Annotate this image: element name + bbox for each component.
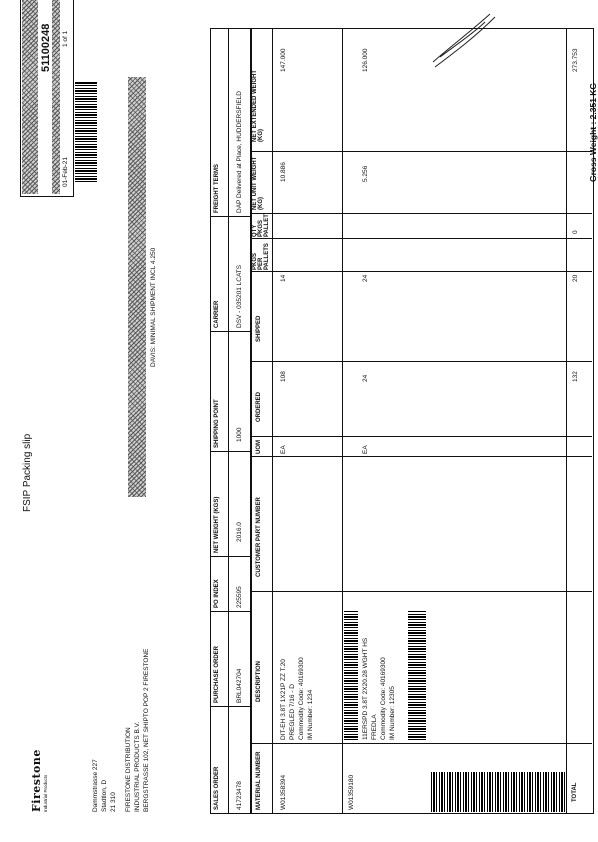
bill-to-line-1: FIRESTONE DISTRIBUTION bbox=[125, 727, 132, 812]
hdr-freight-terms: FREIGHT TERMS bbox=[214, 164, 220, 213]
line-2-desc-3: Commodity Code: 40169300 bbox=[380, 657, 387, 740]
hdr-pkgs-pallets: PKGS PER PALLETS bbox=[252, 243, 270, 270]
bill-to-noise bbox=[128, 77, 146, 497]
doc-barcode bbox=[75, 82, 97, 182]
line-1-uom: EA bbox=[280, 445, 287, 454]
hdr-shipping-point: SHIPPING POINT bbox=[214, 399, 220, 448]
ship-from-line-2: Stadtlon, D bbox=[101, 779, 108, 812]
val-purchase-order: BRL042704 bbox=[236, 668, 243, 703]
ship-from-line-1: Dammstrasse 227 bbox=[92, 759, 99, 812]
bill-to-line-3: BERGSTRASSE 102, NET SHIPTO POP 2 FIRESTONE bbox=[143, 648, 150, 812]
hdr-purchase-order: PURCHASE ORDER bbox=[214, 645, 220, 703]
doc-page: 1 of 1 bbox=[62, 30, 69, 47]
brand-logo: Firestone bbox=[30, 749, 43, 812]
val-net-weight: 2016.0 bbox=[236, 522, 243, 542]
line-2-ordered: 24 bbox=[362, 374, 369, 382]
val-freight-terms: DAP Delivered at Place, HUDDERSFIELD bbox=[236, 91, 243, 213]
line-1-net-extended-weight: 147.000 bbox=[280, 48, 287, 72]
totals-ordered: 132 bbox=[572, 371, 579, 382]
line-2-barcode bbox=[344, 610, 358, 740]
doc-date: 01-Feb-21 bbox=[62, 157, 69, 187]
line-2-desc-2: FREDLA bbox=[371, 714, 378, 740]
line-1-desc-1: DIT-EH 3.8T 1X21P ZZ T.20 bbox=[280, 659, 287, 740]
hdr-uom: UOM bbox=[256, 440, 262, 454]
line-1-material: W01358394 bbox=[280, 774, 287, 810]
hdr-ordered: ORDERED bbox=[256, 391, 262, 422]
hdr-net-weight: NET WEIGHT (KGS) bbox=[214, 496, 220, 553]
hdr-carrier: CARRIER bbox=[214, 300, 220, 328]
val-sales-order: 41723478 bbox=[236, 781, 243, 810]
totals-net-extended-weight: 273.753 bbox=[572, 48, 579, 72]
hdr-sales-order: SALES ORDER bbox=[214, 766, 220, 810]
doc-header-noise-2 bbox=[52, 0, 60, 194]
line-row-1-divider bbox=[342, 28, 343, 814]
doc-number: 51100248 bbox=[40, 23, 52, 72]
line-1-net-unit-weight: 10.886 bbox=[280, 162, 287, 182]
hdr-customer-part: CUSTOMER PART NUMBER bbox=[256, 497, 262, 577]
line-2-uom: EA bbox=[362, 445, 369, 454]
line-2-desc-4: IM Number: 12305 bbox=[389, 686, 396, 740]
hdr-shipped: SHIPPED bbox=[256, 315, 262, 342]
bottom-barcode bbox=[430, 772, 565, 812]
line-header-divider bbox=[272, 28, 273, 814]
val-po-index: 225595 bbox=[236, 586, 243, 608]
totals-pallets: 0 bbox=[572, 230, 579, 234]
line-2-pkgs-pallets: 24 bbox=[362, 274, 369, 282]
hdr-qty-pkgs-pallet: QTY PKGS PALLET bbox=[252, 214, 270, 237]
order-header-divider bbox=[228, 28, 229, 814]
totals-label: TOTAL bbox=[572, 782, 578, 802]
val-carrier: DSV - 035201 LCATS bbox=[236, 264, 243, 328]
hdr-po-index: PO INDEX bbox=[214, 579, 220, 608]
line-1-desc-2: PREGLED 7/16 - D bbox=[289, 684, 296, 740]
line-1-ordered: 108 bbox=[280, 371, 287, 382]
remarks: DAVIS: MINIMAL SHIPMENT INCL 4.250 bbox=[150, 247, 157, 367]
gross-weight: Gross Weight : 2.351 KG bbox=[588, 82, 598, 182]
hdr-material: MATERIAL NUMBER bbox=[256, 751, 262, 810]
brand-tagline: Industrial Products bbox=[43, 774, 48, 812]
line-2-net-unit-weight: 5.256 bbox=[362, 165, 369, 182]
totals-divider bbox=[566, 28, 567, 814]
totals-pkgs: 20 bbox=[572, 274, 579, 282]
line-2-net-extended-weight: 126.000 bbox=[362, 48, 369, 72]
line-2-material: W01359180 bbox=[348, 774, 355, 810]
line-2-barcode-bottom bbox=[408, 610, 426, 740]
line-1-desc-4: IM Number: 1234 bbox=[307, 689, 314, 740]
bill-to-line-2: INDUSTRIAL PRODUCTS B.V. bbox=[134, 721, 141, 812]
line-1-pkgs-pallets: 14 bbox=[280, 274, 287, 282]
hdr-net-unit-weight: NET UNIT WEIGHT (KG) bbox=[252, 156, 264, 210]
signature-mark bbox=[430, 12, 500, 72]
line-2-desc-1: 11ERSPD 3.8T 2X20.28 WGHT HS bbox=[362, 637, 369, 740]
doc-header-noise bbox=[22, 0, 38, 194]
ship-from-line-3: 21 310 bbox=[110, 792, 117, 812]
val-shipping-point: 1000 bbox=[236, 427, 243, 442]
line-1-desc-3: Commodity Code: 40169300 bbox=[298, 657, 305, 740]
page-title: FSIP Packing slip bbox=[22, 433, 33, 512]
hdr-description: DESCRIPTION bbox=[256, 660, 262, 702]
hdr-net-extended-weight: NET EXTENDED WEIGHT (KG) bbox=[252, 69, 264, 142]
